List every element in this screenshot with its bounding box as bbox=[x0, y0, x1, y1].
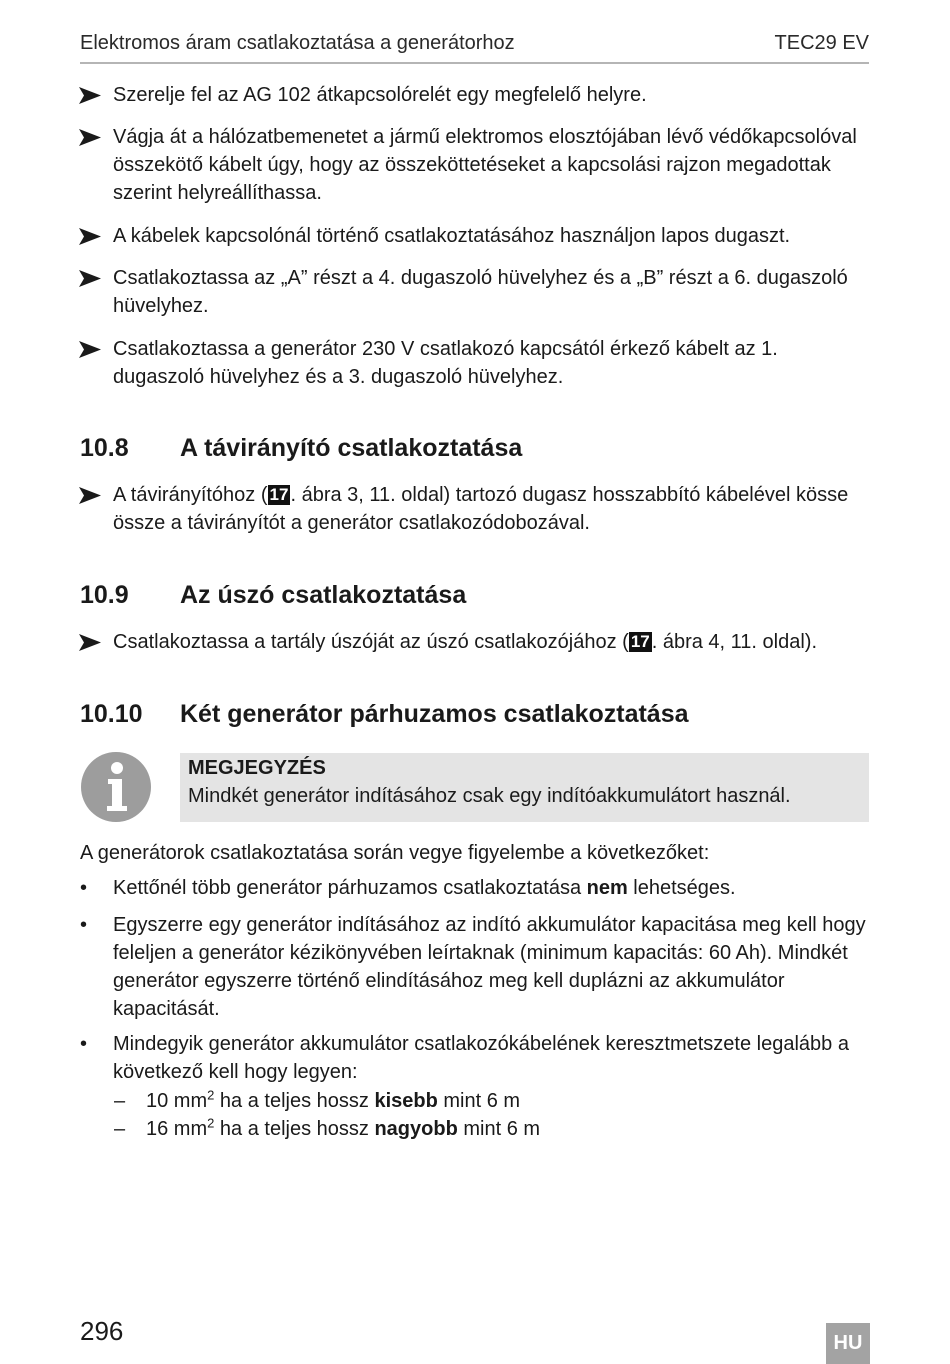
intro-paragraph: A generátorok csatlakoztatása során vegye figyelembe a következőket: bbox=[80, 842, 710, 864]
figure-reference-badge[interactable]: 17 bbox=[269, 485, 289, 504]
bullet-text: Egyszerre egy generátor indításához az indító akkumulátor kapacitása meg kell hogy feleljen a generátor kézikönyvében leírtaknak (minimum kapacitás: 60 Ah). Mindkét generátor egyszerre történő elindításához meg kell duplázni az akkumulátor kapacitását. bbox=[113, 914, 866, 1020]
sub-text: ha a teljes hossz bbox=[214, 1118, 375, 1140]
header-model: TEC29 EV bbox=[774, 32, 869, 54]
running-header bbox=[80, 30, 869, 64]
instruction-step bbox=[113, 335, 870, 391]
figure-reference-badge[interactable]: 17 bbox=[630, 632, 650, 651]
list-item bbox=[80, 911, 870, 1023]
section-title: A távirányító csatlakoztatása bbox=[180, 434, 523, 462]
step-text-start: A távirányítóhoz ( bbox=[113, 484, 268, 506]
step-text: Csatlakoztassa a generátor 230 V csatlakozó kapcsától érkező kábelt az 1. dugaszoló hüvelyhez és a 3. dugaszoló hüvelyhez. bbox=[113, 338, 778, 388]
header-chapter-title: Elektromos áram csatlakoztatása a generátorhoz bbox=[80, 32, 515, 54]
arrow-icon bbox=[79, 81, 103, 109]
instruction-step bbox=[113, 222, 870, 250]
bullet-icon: • bbox=[80, 877, 88, 899]
section-number: 10.8 bbox=[80, 434, 129, 462]
instruction-step bbox=[113, 123, 870, 207]
step-text-end: . ábra 4, 11. oldal). bbox=[651, 631, 818, 653]
section-title: Két generátor párhuzamos csatlakoztatása bbox=[180, 700, 689, 728]
exponent: 2 bbox=[207, 1115, 215, 1131]
bullet-icon: • bbox=[80, 1033, 88, 1055]
section-number: 10.10 bbox=[80, 700, 143, 728]
sub-list-item bbox=[114, 1087, 521, 1115]
info-icon bbox=[80, 751, 152, 823]
page-number: 296 bbox=[80, 1316, 124, 1346]
step-text: Csatlakoztassa az „A” részt a 4. dugaszoló hüvelyhez és a „B” részt a 6. dugaszoló hüvelyhez. bbox=[113, 267, 848, 317]
section-heading-10-10 bbox=[80, 697, 880, 731]
instruction-step bbox=[113, 628, 870, 656]
note-title: MEGJEGYZÉS bbox=[188, 757, 326, 779]
arrow-icon bbox=[79, 123, 103, 151]
sub-list-item bbox=[114, 1115, 541, 1143]
instruction-step bbox=[113, 264, 870, 320]
arrow-icon bbox=[79, 335, 103, 363]
cross-section-value: 10 mm bbox=[146, 1090, 208, 1112]
section-heading-10-8 bbox=[80, 431, 880, 465]
dash-icon: – bbox=[114, 1118, 126, 1140]
bullet-icon: • bbox=[80, 914, 88, 936]
arrow-icon bbox=[79, 628, 103, 656]
sub-text-end: mint 6 m bbox=[437, 1090, 521, 1112]
bullet-text: Mindegyik generátor akkumulátor csatlakozókábelének keresztmetszete legalább a következő kell hogy legyen: bbox=[113, 1033, 849, 1083]
note-box bbox=[180, 753, 869, 822]
arrow-icon bbox=[79, 264, 103, 292]
sub-text: ha a teljes hossz bbox=[214, 1090, 375, 1112]
bullet-emphasis: nem bbox=[586, 877, 628, 899]
bullet-text-end: lehetséges. bbox=[627, 877, 736, 899]
note-text: Mindkét generátor indításához csak egy indítóakkumulátort használ. bbox=[188, 785, 791, 807]
list-item bbox=[80, 874, 870, 902]
step-text-start: Csatlakoztassa a tartály úszóját az úszó csatlakozójához ( bbox=[113, 631, 629, 653]
step-text: A kábelek kapcsolónál történő csatlakoztatásához használjon lapos dugaszt. bbox=[113, 225, 791, 247]
exponent: 2 bbox=[207, 1087, 215, 1103]
sub-emphasis: kisebb bbox=[374, 1090, 438, 1112]
step-text: Szerelje fel az AG 102 átkapcsolórelét egy megfelelő helyre. bbox=[113, 84, 647, 106]
instruction-step bbox=[113, 481, 870, 537]
section-title: Az úszó csatlakoztatása bbox=[180, 581, 467, 609]
arrow-icon bbox=[79, 481, 103, 509]
step-text-end: . ábra 3, 11. oldal) tartozó dugasz hosszabbító kábelével kösse össze a távirányítót a generátor csatlakozódobozával. bbox=[113, 484, 849, 534]
section-heading-10-9 bbox=[80, 578, 880, 612]
instruction-step bbox=[113, 81, 870, 109]
cross-section-value: 16 mm bbox=[146, 1118, 208, 1140]
sub-emphasis: nagyobb bbox=[374, 1118, 458, 1140]
section-number: 10.9 bbox=[80, 581, 129, 609]
dash-icon: – bbox=[114, 1090, 126, 1112]
bullet-text-start: Kettőnél több generátor párhuzamos csatlakoztatása bbox=[113, 877, 587, 899]
language-tab: HU bbox=[826, 1323, 870, 1364]
list-item bbox=[80, 1030, 870, 1086]
step-text: Vágja át a hálózatbemenetet a jármű elektromos elosztójában lévő védőkapcsolóval összekötő kábelt úgy, hogy az összeköttetéseket a kapcsolási rajzon megadottak szerint helyreállíthassa. bbox=[113, 126, 857, 204]
arrow-icon bbox=[79, 222, 103, 250]
sub-text-end: mint 6 m bbox=[457, 1118, 541, 1140]
